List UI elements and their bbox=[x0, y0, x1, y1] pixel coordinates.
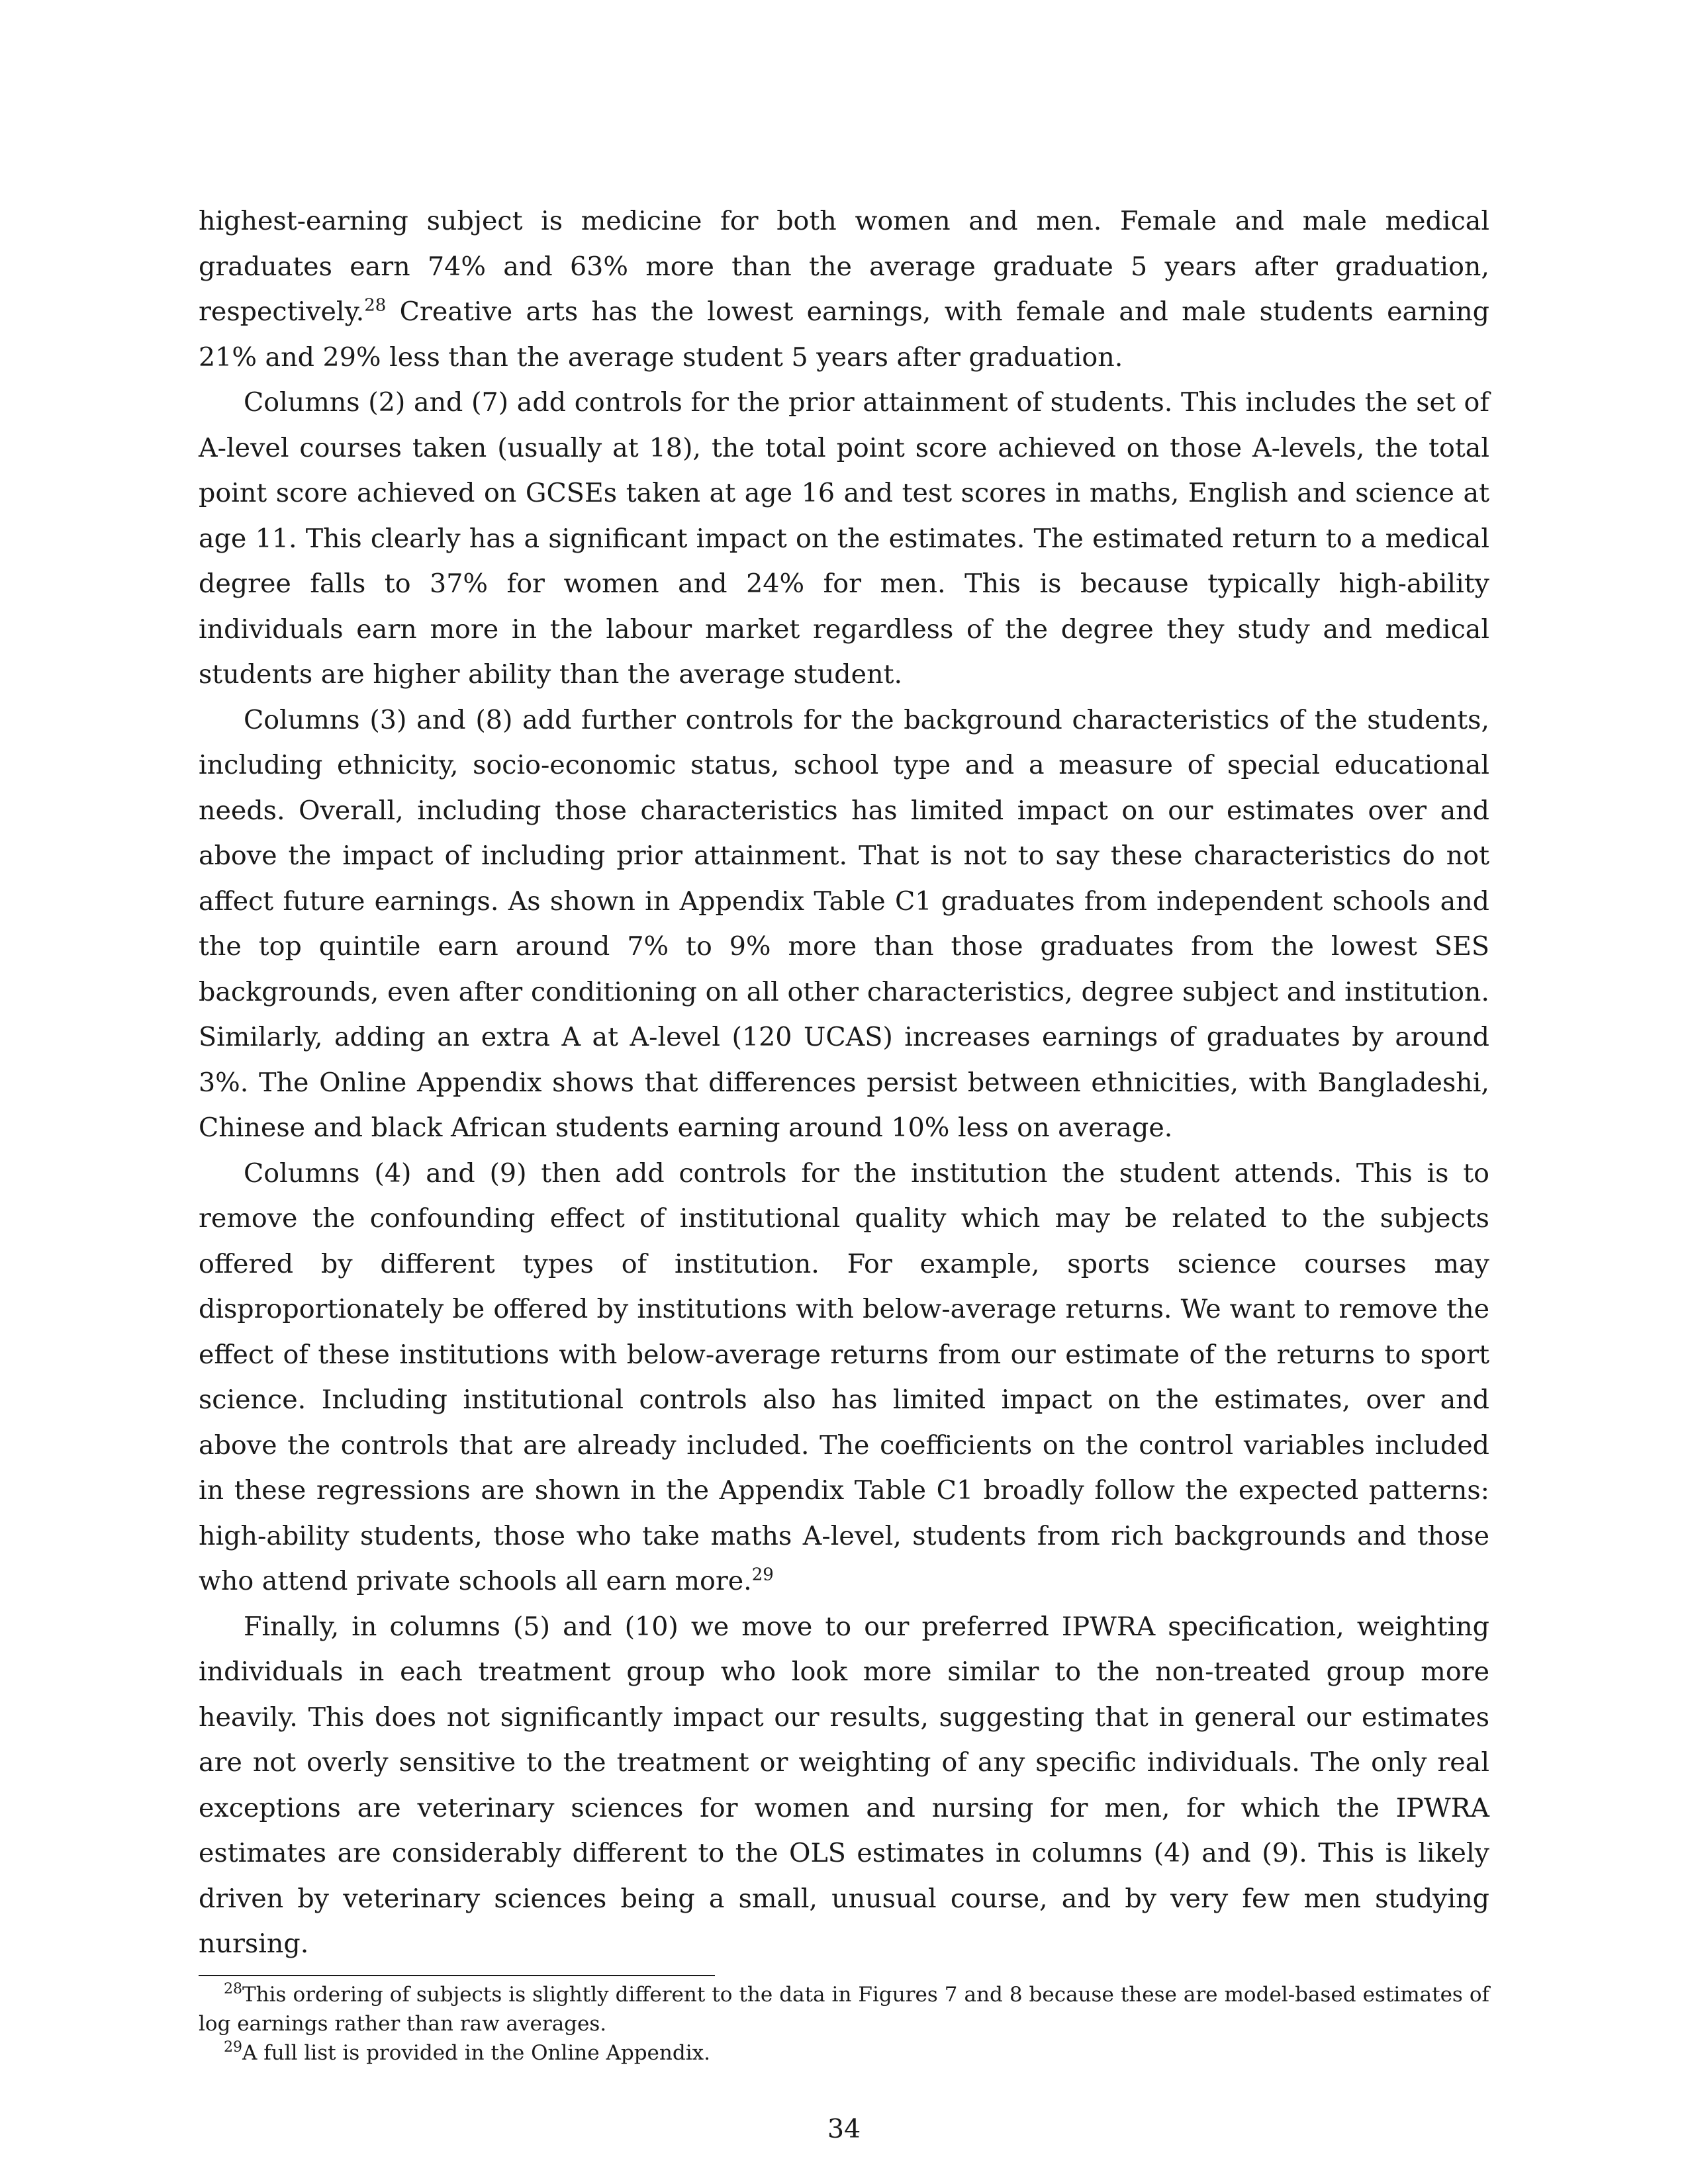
footnote-28-text: This ordering of subjects is slightly different to the data in Figures 7 and 8 because these are model-based estimates of log earnings rather than raw averages. bbox=[199, 1982, 1489, 2036]
paragraph-4-text: Columns (4) and (9) then add controls for the institution the student attends. This is to remove the confounding effect of institutional quality which may be related to the subjects offered by different types of institution. For example, sports science courses may disproportionately be offered by institutions with below-average returns. We want to remove the effect of these institutions with below-average returns from our estimate of the returns to sport science. Including institutional controls also has limited impact on the estimates, over and above the controls that are already included. The coefficients on the control variables included in these regressions are shown in the Appendix Table C1 broadly follow the expected patterns: high-ability students, those who take maths A-level, students from rich backgrounds and those who attend private schools all earn more. bbox=[199, 1158, 1489, 1596]
paragraph-5: Finally, in columns (5) and (10) we move to our preferred IPWRA specification, weighting individuals in each treatment group who look more similar to the non-treated group more heavily. This does not significantly impact our results, suggesting that in general our estimates are not overly sensitive to the treatment or weighting of any specific individuals. The only real exceptions are veterinary sciences for women and nursing for men, for which the IPWRA estimates are considerably different to the OLS estimates in columns (4) and (9). This is likely driven by veterinary sciences being a small, unusual course, and by very few men studying nursing. bbox=[199, 1611, 1489, 1959]
footnote-29-text: A full list is provided in the Online Appendix. bbox=[242, 2040, 710, 2065]
page-body bbox=[199, 199, 1489, 2068]
page-number: 34 bbox=[827, 2114, 861, 2144]
paragraph-1-text-b: Creative arts has the lowest earnings, with female and male students earning 21% and 29% less than the average student 5 years after graduation. bbox=[199, 296, 1489, 373]
paragraph-1-text-a: highest-earning subject is medicine for both women and men. Female and male medical graduates earn 74% and 63% more than the average graduate 5 years after graduation, respectively. bbox=[199, 206, 1489, 327]
paragraph-2: Columns (2) and (7) add controls for the prior attainment of students. This includes the set of A-level courses taken (usually at 18), the total point score achieved on those A-levels, the total point score achieved on GCSEs taken at age 16 and test scores in maths, English and science at age 11. This clearly has a significant impact on the estimates. The estimated return to a medical degree falls to 37% for women and 24% for men. This is because typically high-ability individuals earn more in the labour market regardless of the degree they study and medical students are higher ability than the average student. bbox=[199, 387, 1489, 690]
footnote-29 bbox=[199, 2038, 1489, 2068]
footnote-29-number: 29 bbox=[224, 2038, 242, 2056]
footnote-28 bbox=[199, 1980, 1489, 2038]
paragraph-1 bbox=[199, 199, 1489, 380]
footnote-ref-28[interactable]: 28 bbox=[364, 295, 387, 316]
footnote-ref-29[interactable]: 29 bbox=[751, 1565, 774, 1585]
paragraph-4 bbox=[199, 1151, 1489, 1604]
footnote-28-number: 28 bbox=[224, 1980, 242, 1997]
footnote-divider bbox=[199, 1975, 715, 1976]
paragraph-3: Columns (3) and (8) add further controls for the background characteristics of the students, including ethnicity, socio-economic status, school type and a measure of special educational needs. Overall, including those characteristics has limited impact on our estimates over and above the impact of including prior attainment. That is not to say these characteristics do not affect future earnings. As shown in Appendix Table C1 graduates from independent schools and the top quintile earn around 7% to 9% more than those graduates from the lowest SES backgrounds, even after conditioning on all other characteristics, degree subject and institution. Similarly, adding an extra A at A-level (120 UCAS) increases earnings of graduates by around 3%. The Online Appendix shows that differences persist between ethnicities, with Bangladeshi, Chinese and black African students earning around 10% less on average. bbox=[199, 704, 1489, 1143]
